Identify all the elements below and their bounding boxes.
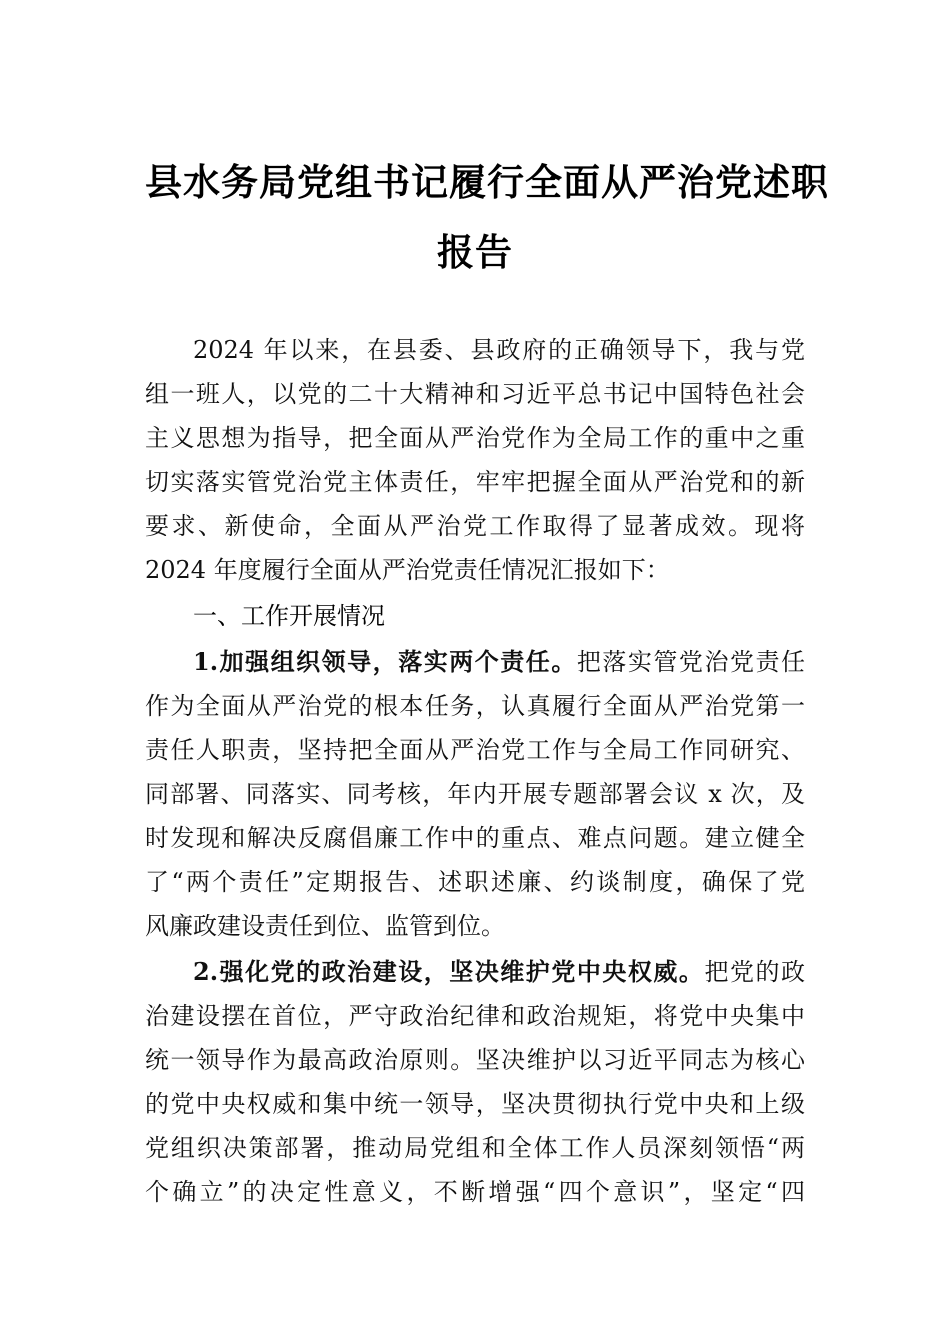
item1-lead: 1.加强组织领导，落实两个责任。: [193, 647, 577, 676]
intro-line: 2024 年以来，在县委、县政府的正确领导下，我与党: [193, 336, 805, 364]
item2-lead: 2.强化党的政治建设，坚决维护党中央权威。: [193, 957, 705, 986]
item1-first-line: [193, 640, 805, 684]
intro-line: 要求、新使命，全面从严治党工作取得了显著成效。现将: [145, 512, 805, 540]
document-title-line-1: 县水务局党组书记履行全面从严治党述职: [145, 160, 829, 204]
item2-line: 个确立”的决定性意义，不断增强“四个意识”，坚定“四: [145, 1178, 805, 1206]
intro-line: 2024 年度履行全面从严治党责任情况汇报如下：: [145, 556, 670, 584]
item2-line: 治建设摆在首位，严守政治纪律和政治规矩，将党中央集中: [145, 1002, 805, 1030]
item1-line: 作为全面从严治党的根本任务，认真履行全面从严治党第一: [145, 692, 805, 720]
item2-line: 党组织决策部署，推动局党组和全体工作人员深刻领悟“两: [145, 1134, 805, 1162]
section-heading: 一、工作开展情况: [193, 602, 385, 630]
item1-first-rest: 把落实管党治党责任: [576, 648, 805, 676]
item1-line: 时发现和解决反腐倡廉工作中的重点、难点问题。建立健全: [145, 824, 805, 852]
item1-line: 责任人职责，坚持把全面从严治党工作与全局工作同研究、: [145, 736, 805, 764]
item1-line: 了“两个责任”定期报告、述职述廉、约谈制度，确保了党: [145, 868, 805, 896]
item2-first-rest: 把党的政: [704, 958, 805, 986]
item1-line: 同部署、同落实、同考核，年内开展专题部署会议 x 次，及: [145, 780, 805, 808]
item2-line: 的党中央权威和集中统一领导，坚决贯彻执行党中央和上级: [145, 1090, 805, 1118]
intro-line: 组一班人，以党的二十大精神和习近平总书记中国特色社会: [145, 380, 805, 408]
intro-line: 切实落实管党治党主体责任，牢牢把握全面从严治党和的新: [145, 468, 805, 496]
item2-line: 统一领导作为最高政治原则。坚决维护以习近平同志为核心: [145, 1046, 805, 1074]
document-title-line-2: 报告: [437, 230, 513, 274]
item1-line: 风廉政建设责任到位、监管到位。: [145, 912, 505, 940]
intro-line: 主义思想为指导，把全面从严治党作为全局工作的重中之重: [145, 424, 805, 452]
item2-first-line: [193, 950, 805, 994]
